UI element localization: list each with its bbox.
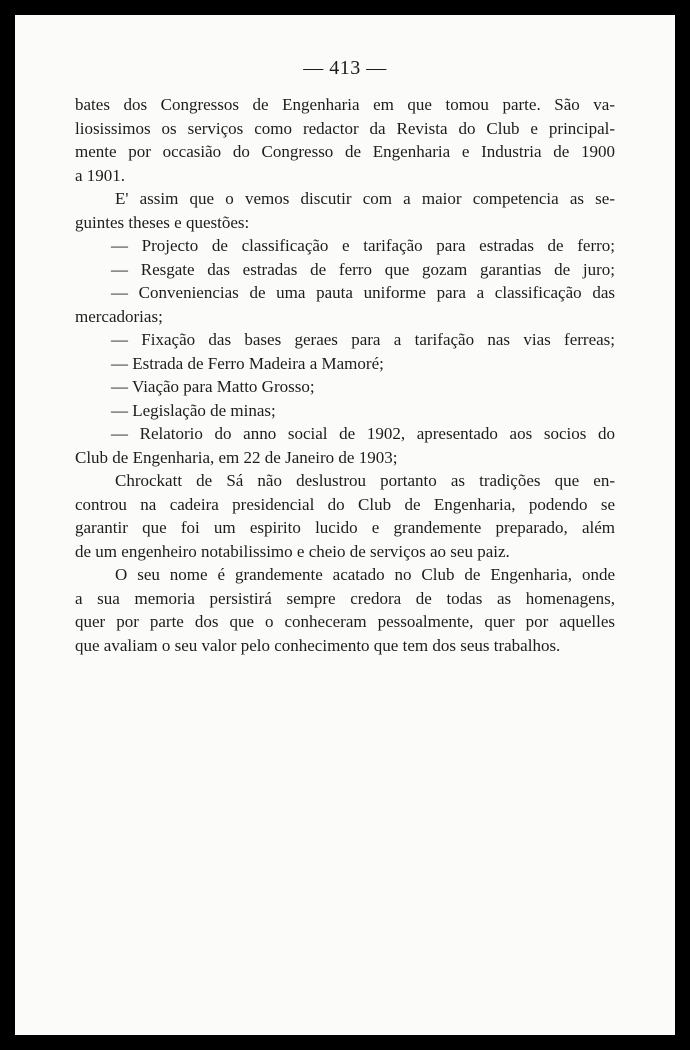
text-line: — Fixação das bases geraes para a tarifação nas vias ferreas; xyxy=(111,330,615,349)
text-line: guintes theses e questões: xyxy=(75,212,250,232)
text-line: — Projecto de classificação e tarifação para estradas de ferro; xyxy=(111,236,615,255)
text-line: O seu nome é grandemente acatado no Club de Engenharia, onde xyxy=(115,565,615,584)
text-line: garantir que foi um espirito lucido e grandemente preparado, além xyxy=(75,518,615,537)
text-line: quer por parte dos que o conheceram pessoalmente, quer por aquelles xyxy=(75,612,615,631)
text-line: E' assim que o vemos discutir com a maior competencia as se- xyxy=(115,189,615,208)
text-line: — Estrada de Ferro Madeira a Mamoré; xyxy=(111,353,384,373)
text-line: — Resgate das estradas de ferro que gozam garantias de juro; xyxy=(111,259,615,279)
text-line: — Legislação de minas; xyxy=(111,400,276,420)
text-line: — Conveniencias de uma pauta uniforme para a classificação das xyxy=(111,283,615,302)
text-line: que avaliam o seu valor pelo conhecimento que tem dos seus trabalhos. xyxy=(75,635,561,655)
text-line: bates dos Congressos de Engenharia em que tomou parte. São va- xyxy=(75,95,615,114)
page-number: — 413 — xyxy=(303,57,387,79)
text-line: mente por occasião do Congresso de Engenharia e Industria de 1900 xyxy=(75,142,615,161)
book-page xyxy=(15,15,675,1035)
text-line: controu na cadeira presidencial do Club de Engenharia, podendo se xyxy=(75,494,615,514)
text-line: Chrockatt de Sá não deslustrou portanto as tradições que en- xyxy=(115,471,615,490)
text-line: liosissimos os serviços como redactor da Revista do Club e principal- xyxy=(75,118,615,138)
text-line: a 1901. xyxy=(75,165,126,185)
text-line: — Relatorio do anno social de 1902, apresentado aos socios do xyxy=(111,424,615,443)
body-text xyxy=(75,93,615,657)
text-line: mercadorias; xyxy=(75,306,163,326)
text-line: de um engenheiro notabilissimo e cheio de serviços ao seu paiz. xyxy=(75,541,510,561)
text-line: Club de Engenharia, em 22 de Janeiro de 1903; xyxy=(75,447,398,467)
text-line: — Viação para Matto Grosso; xyxy=(111,377,315,396)
text-line: a sua memoria persistirá sempre credora de todas as homenagens, xyxy=(75,588,615,608)
